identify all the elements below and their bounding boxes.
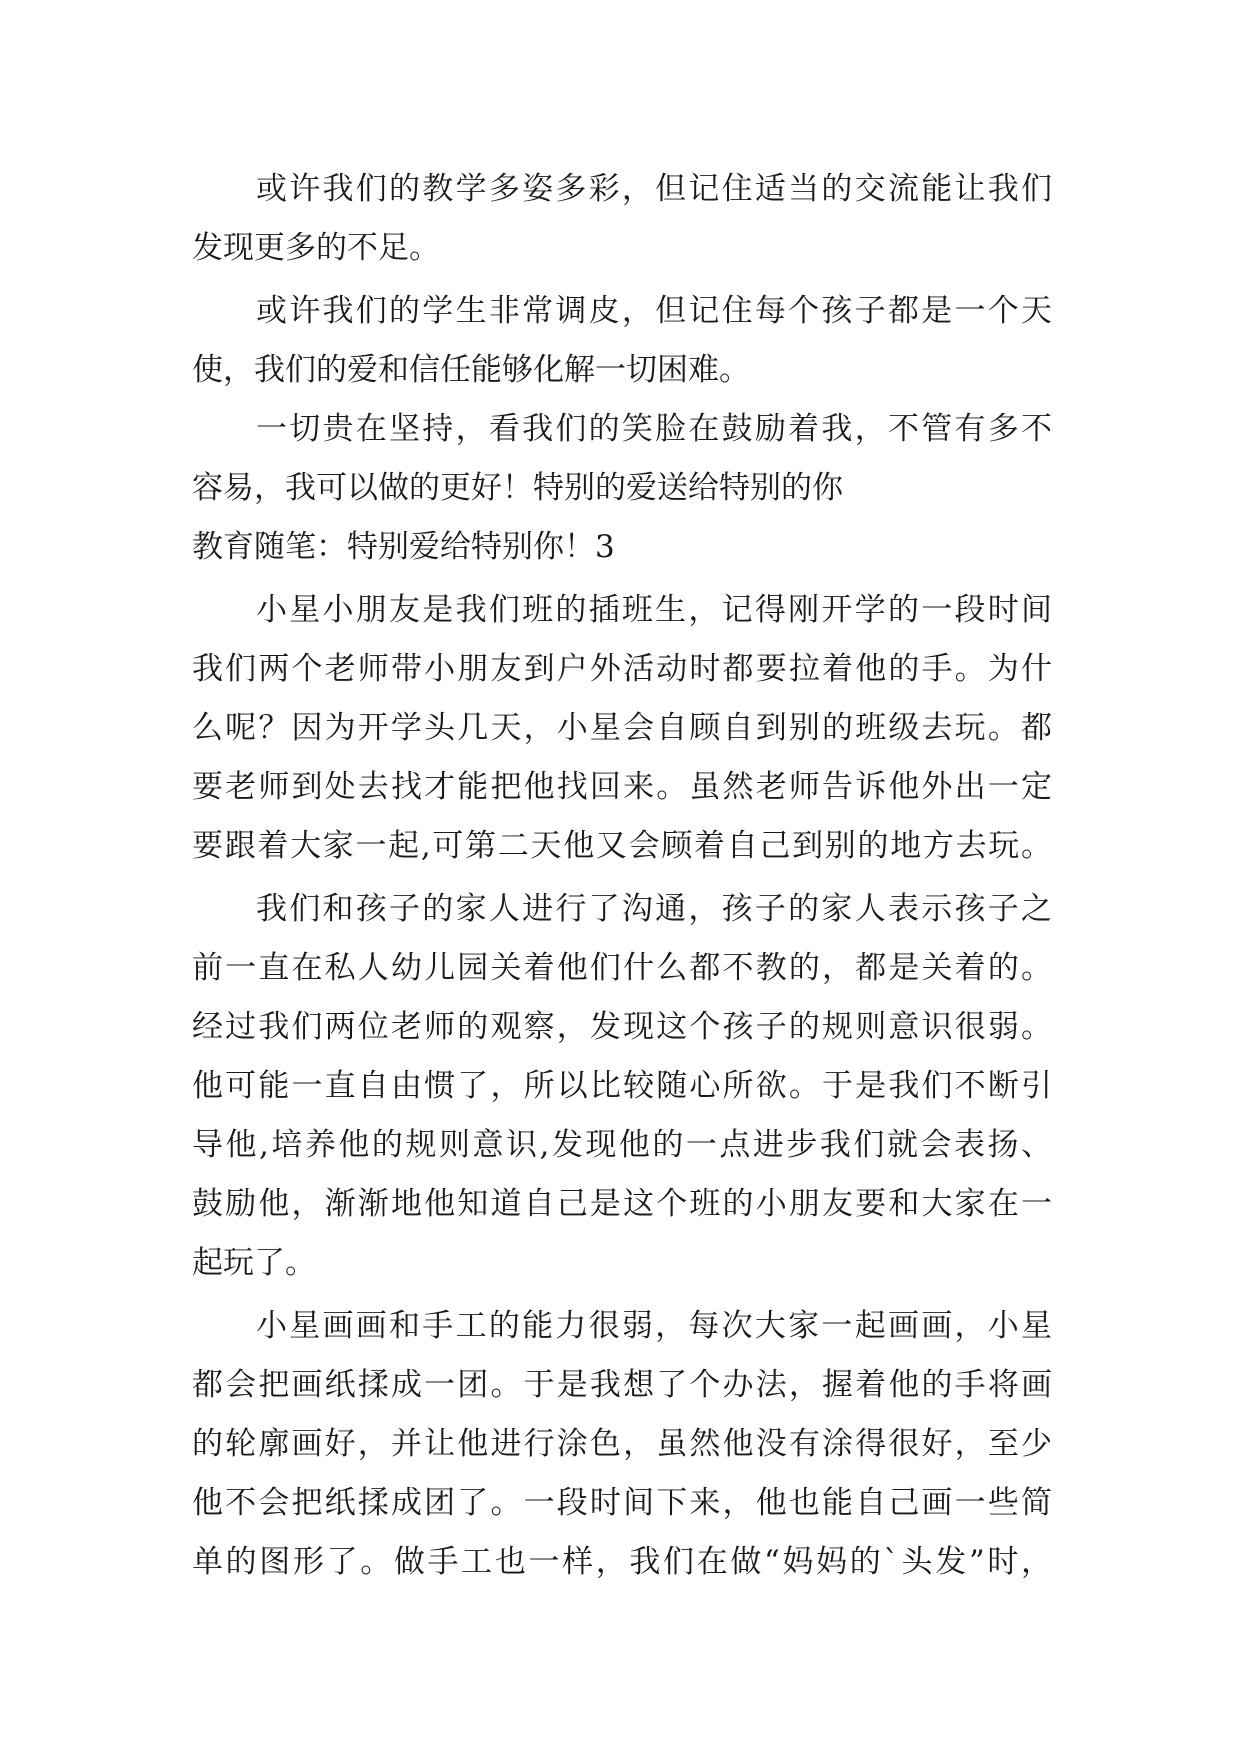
paragraph-4-line-5: 要跟着大家一起,可第二天他又会顾着自己到别的地方去玩。 <box>192 828 1052 864</box>
document-body <box>192 160 1052 1592</box>
paragraph-2-line-2: 使，我们的爱和信任能够化解一切困难。 <box>192 352 750 388</box>
paragraph-3-line-2: 容易，我可以做的更好！特别的爱送给特别的你 <box>192 470 843 506</box>
paragraph-5-line-6: 鼓励他，渐渐地他知道自己是这个班的小朋友要和大家在一 <box>192 1186 1052 1222</box>
paragraph-5-line-4: 他可能一直自由惯了，所以比较随心所欲。于是我们不断引 <box>192 1068 1052 1104</box>
paragraph-4-line-4: 要老师到处去找才能把他找回来。虽然老师告诉他外出一定 <box>192 769 1052 805</box>
paragraph-4-line-1: 小星小朋友是我们班的插班生，记得刚开学的一段时间 <box>256 592 1052 628</box>
paragraph-6-line-4: 他不会把纸揉成团了。一段时间下来，他也能自己画一些简 <box>192 1485 1052 1521</box>
paragraph-5-line-1: 我们和孩子的家人进行了沟通，孩子的家人表示孩子之 <box>256 891 1052 927</box>
paragraph-1-line-2: 发现更多的不足。 <box>192 230 440 266</box>
paragraph-5-line-7: 起玩了。 <box>192 1245 316 1281</box>
paragraph-6-line-2: 都会把画纸揉成一团。于是我想了个办法，握着他的手将画 <box>192 1367 1052 1403</box>
paragraph-3-line-1: 一切贵在坚持，看我们的笑脸在鼓励着我，不管有多不 <box>256 411 1052 447</box>
paragraph-5-line-5: 导他,培养他的规则意识,发现他的一点进步我们就会表扬、 <box>192 1127 1052 1163</box>
paragraph-6-line-5: 单的图形了。做手工也一样，我们在做“妈妈的`头发”时， <box>192 1544 1052 1580</box>
paragraph-6-line-1: 小星画画和手工的能力很弱，每次大家一起画画，小星 <box>256 1308 1052 1344</box>
paragraph-4-line-2: 我们两个老师带小朋友到户外活动时都要拉着他的手。为什 <box>192 651 1052 687</box>
paragraph-2-line-1: 或许我们的学生非常调皮，但记住每个孩子都是一个天 <box>256 293 1052 329</box>
paragraph-4-line-3: 么呢？因为开学头几天，小星会自顾自到别的班级去玩。都 <box>192 710 1052 746</box>
paragraph-1-line-1: 或许我们的教学多姿多彩，但记住适当的交流能让我们 <box>256 171 1052 207</box>
paragraph-6-line-3: 的轮廓画好，并让他进行涂色，虽然他没有涂得很好，至少 <box>192 1426 1052 1462</box>
paragraph-5-line-2: 前一直在私人幼儿园关着他们什么都不教的，都是关着的。 <box>192 950 1052 986</box>
paragraph-5-line-3: 经过我们两位老师的观察，发现这个孩子的规则意识很弱。 <box>192 1009 1052 1045</box>
section-title: 教育随笔：特别爱给特别你！3 <box>192 529 615 565</box>
